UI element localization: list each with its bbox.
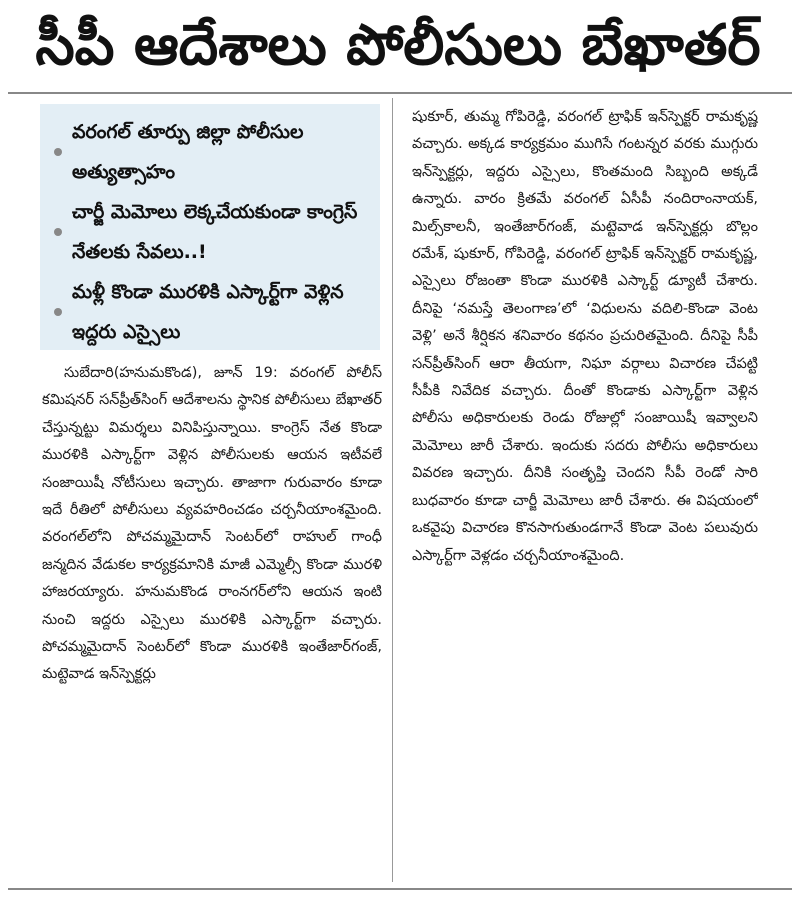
bullet-icon	[54, 228, 62, 236]
bullet-icon	[54, 308, 62, 316]
top-divider	[8, 92, 792, 94]
column-divider	[392, 98, 393, 882]
bottom-divider	[8, 888, 792, 890]
highlight-item	[54, 112, 374, 192]
highlight-text: చార్జీ మెమోలు లెక్కచేయకుండా కాంగ్రెస్ నేతలకు సేవలు..!	[72, 201, 358, 263]
highlight-text: మళ్లీ కొండా మురళికి ఎస్కార్ట్‌గా వెళ్లిన ఇద్దరు ఎస్సైలు	[72, 281, 344, 343]
highlight-item	[54, 272, 374, 352]
highlight-item	[54, 192, 374, 272]
bullet-icon	[54, 148, 62, 156]
article-headline: సీపీ ఆదేశాలు పోలీసులు బేఖాతర్	[35, 13, 761, 78]
article-body-right-column: షుకూర్, తుమ్మ గోపిరెడ్డి, వరంగల్ ట్రాఫిక్ ఇన్‌స్పెక్టర్ రామకృష్ణ వచ్చారు. అక్కడ కార్యక్రమం ముగిసే గంటన్నర వరకు ముగ్గురు ఇన్‌స్పెక్టర్లు, ఇద్దరు ఎస్సైలు, కొంతమంది సిబ్బంది అక్కడే ఉన్నారు. వారం క్రితమే వరంగల్ ఏసీపీ నందిరాంనాయక్, మిల్స్‌కాలనీ, ఇంతేజార్‌గంజ్, మట్టెవాడ ఇన్‌స్పెక్టర్లు బొల్లం రమేశ్, షుకూర్, గోపిరెడ్డి, వరంగల్ ట్రాఫిక్ ఇన్‌స్పెక్టర్ రామకృష్ణ, ఎస్సైలు రోజంతా కొండా మురళికి ఎస్కార్ట్ డ్యూటీ చేశారు. దీనిపై ‘నమస్తే తెలంగాణ’లో ‘విధులను వదిలి-కొండా వెంట వెళ్లి’ అనే శీర్షికన శనివారం కథనం ప్రచురితమైంది. దీనిపై సీపీ సన్‌ప్రీత్‌సింగ్ ఆరా తీయగా, నిఘా వర్గాలు విచారణ చేపట్టి సీపీకి నివేదిక వచ్చారు. దీంతో కొండాకు ఎస్కార్ట్‌గా వెళ్లిన పోలీసు అధికారులకు రెండు రోజుల్లో సంజాయిషీ ఇవ్వాలని మెమోలు జారీ చేశారు. ఇందుకు సదరు పోలీసు అధికారులు వివరణ ఇచ్చారు. దీనికి సంతృప్తి చెందని సీపీ రెండో సారి బుధవారం కూడా చార్జీ మెమోలు జారీ చేశారు. ఈ విషయంలో ఒకవైపు విచారణ కొనసాగుతుండగానే కొండా వెంట పలువురు ఎస్కార్ట్‌గా వెళ్లడం చర్చనీయాంశమైంది.	[412, 109, 758, 564]
highlight-text: వరంగల్ తూర్పు జిల్లా పోలీసుల అత్యుత్సాహం	[72, 121, 304, 183]
article-body-left-column: సుబేదారి(హనుమకొండ), జూన్ 19: వరంగల్ పోలీస్ కమిషనర్ సన్‌ప్రీత్‌సింగ్ ఆదేశాలను స్థానిక పోలీసులు బేఖాతర్ చేస్తున్నట్టు విమర్శలు వినిపిస్తున్నాయి. కాంగ్రెస్ నేత కొండా మురళికి ఎస్కార్ట్‌గా వెళ్లిన పోలీసులకు ఆయన ఇటీవలే సంజాయిషీ నోటీసులు ఇచ్చారు. తాజాగా గురువారం కూడా ఇదే రీతిలో పోలీసులు వ్యవహరించడం చర్చనీయాంశమైంది. వరంగల్‌లోని పోచమ్మమైదాన్ సెంటర్‌లో రాహుల్ గాంధీ జన్మదిన వేడుకల కార్యక్రమానికి మాజీ ఎమ్మెల్సీ కొండా మురళి హాజరయ్యారు. హనుమకొండ రాంనగర్‌లోని ఆయన ఇంటి నుంచి ఇద్దరు ఎస్సైలు మురళికి ఎస్కార్ట్‌గా వచ్చారు. పోచమ్మమైదాన్ సెంటర్‌లో కొండా మురళికి ఇంతేజార్‌గంజ్, మట్టెవాడ ఇన్‌స్పెక్టర్లు	[42, 365, 382, 683]
